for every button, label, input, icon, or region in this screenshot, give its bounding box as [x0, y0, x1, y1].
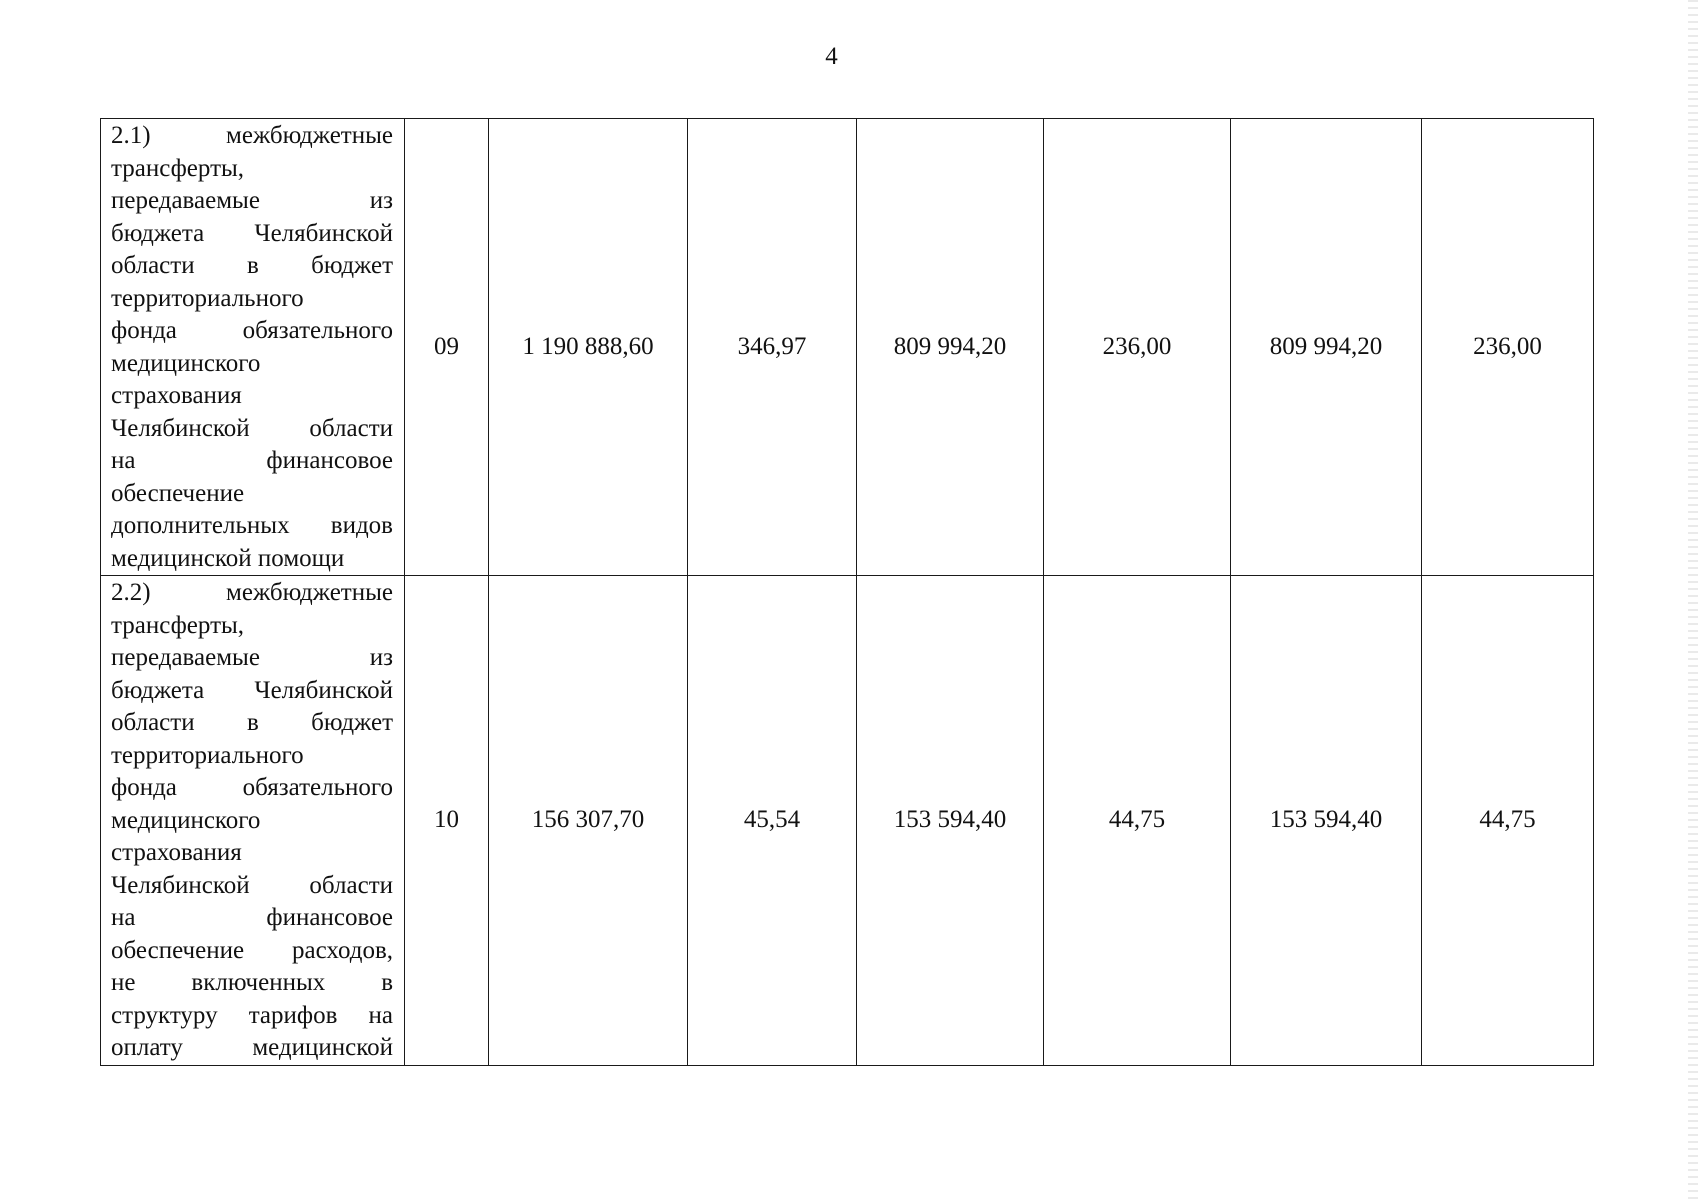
description-line: структуру тарифов на — [111, 1001, 393, 1029]
description-line: Челябинской области — [111, 871, 393, 899]
description-line: обеспечение — [111, 479, 245, 507]
scan-edge — [1688, 0, 1698, 1200]
description-line: на финансовое — [111, 447, 393, 474]
table-row — [101, 119, 1594, 576]
description-line: 2.2) межбюджетные — [111, 579, 393, 606]
description-line: медицинской помощи — [111, 544, 345, 572]
per-capita-cell: 236,00 — [1422, 119, 1594, 576]
description-line: территориального — [111, 284, 304, 312]
description-line: страхования — [111, 839, 242, 866]
amount-cell: 156 307,70 — [489, 576, 688, 1066]
description-line: медицинского — [111, 806, 261, 834]
per-capita-cell: 45,54 — [688, 576, 857, 1066]
description-line: трансферты, — [111, 611, 245, 639]
amount-cell: 1 190 888,60 — [489, 119, 688, 576]
per-capita-cell: 44,75 — [1422, 576, 1594, 1066]
per-capita-cell: 236,00 — [1044, 119, 1231, 576]
description-line: не включенных в — [111, 969, 393, 996]
per-capita-cell: 44,75 — [1044, 576, 1231, 1066]
amount-cell: 153 594,40 — [857, 576, 1044, 1066]
per-capita-cell: 346,97 — [688, 119, 857, 576]
description-line: фонда обязательного — [111, 774, 393, 801]
description-line: 2.1) межбюджетные — [111, 122, 393, 149]
amount-cell: 153 594,40 — [1231, 576, 1422, 1066]
description-cell — [101, 576, 405, 1066]
description-line: передаваемые из — [111, 187, 393, 214]
description-line: страхования — [111, 382, 242, 409]
description-line: обеспечение расходов, — [111, 936, 393, 964]
description-cell — [101, 119, 405, 576]
amount-cell: 809 994,20 — [1231, 119, 1422, 576]
amount-cell: 809 994,20 — [857, 119, 1044, 576]
code-cell: 09 — [405, 119, 489, 576]
table-row — [101, 576, 1594, 1066]
description-line: Челябинской области — [111, 414, 393, 442]
description-line: области в бюджет — [111, 252, 393, 279]
description-line: медицинского — [111, 349, 261, 377]
description-line: трансферты, — [111, 154, 245, 182]
description-line: территориального — [111, 741, 304, 769]
description-line: на финансовое — [111, 904, 393, 931]
description-line: дополнительных видов — [111, 512, 393, 539]
description-line: бюджета Челябинской — [111, 676, 393, 704]
description-line: передаваемые из — [111, 644, 393, 671]
page-number: 4 — [825, 43, 838, 70]
description-line: оплату медицинской — [111, 1034, 393, 1061]
description-line: области в бюджет — [111, 709, 393, 736]
description-line: бюджета Челябинской — [111, 219, 393, 247]
budget-table — [100, 118, 1594, 1066]
description-line: фонда обязательного — [111, 317, 393, 344]
code-cell: 10 — [405, 576, 489, 1066]
